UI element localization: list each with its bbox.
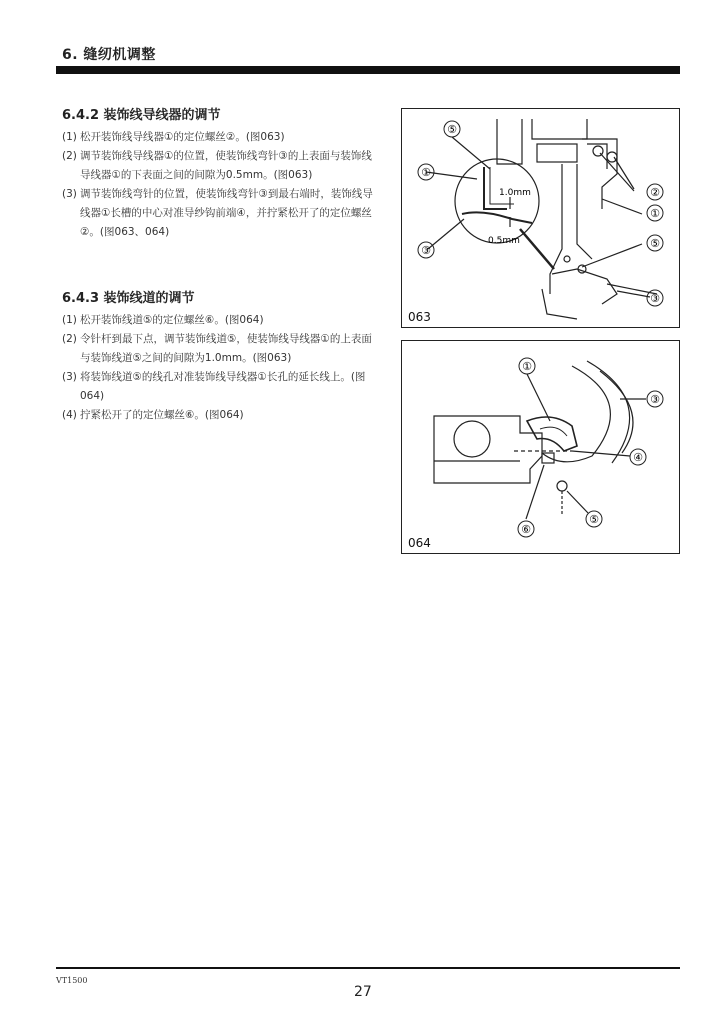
chapter-rule [56, 66, 680, 74]
step-number: (4) [62, 409, 77, 421]
callout-1: ① [421, 166, 431, 179]
model-code: VT1500 [56, 976, 88, 985]
callout-3: ③ [650, 393, 660, 406]
callout-1: ① [522, 360, 532, 373]
section-heading-642: 6.4.2 装饰线导线器的调节 [62, 108, 221, 123]
step-text: 松开装饰线导线器①的定位螺丝②。(图063) [80, 131, 285, 143]
page-number: 27 [354, 984, 372, 1000]
step-number: (1) [62, 131, 77, 143]
dimension-05mm: 0.5mm [488, 236, 520, 246]
step [62, 185, 382, 242]
step-text: 调节装饰线弯针的位置，使装饰线弯针③到最右端时，装饰线导线器①长槽的中心对准导纱钩前端④，并拧紧松开了的定位螺丝②。(图063、064) [80, 188, 373, 238]
step-text: 松开装饰线道⑤的定位螺丝⑥。(图064) [80, 314, 264, 326]
callout-6: ⑥ [521, 523, 531, 536]
step [62, 128, 382, 147]
footer-rule [56, 967, 680, 969]
figure-063 [401, 108, 680, 328]
step-number: (3) [62, 188, 77, 200]
step-number: (1) [62, 314, 77, 326]
section-643-steps [62, 311, 382, 425]
callout-3: ③ [650, 292, 660, 305]
figure-063-drawing [402, 109, 679, 327]
callout-2: ② [650, 186, 660, 199]
dimension-1mm: 1.0mm [499, 188, 531, 198]
callout-5: ⑤ [447, 123, 457, 136]
figure-number: 063 [408, 310, 431, 324]
step-number: (2) [62, 333, 77, 345]
callout-4: ④ [633, 451, 643, 464]
step [62, 406, 382, 425]
callout-5: ⑤ [589, 513, 599, 526]
figure-064-drawing [402, 341, 679, 553]
callout-1: ① [650, 207, 660, 220]
chapter-title: 6. 缝纫机调整 [62, 47, 156, 63]
step-text: 将装饰线道⑤的线孔对准装饰线导线器①长孔的延长线上。(图064) [80, 371, 366, 402]
step-text: 调节装饰线导线器①的位置，使装饰线弯针③的上表面与装饰线导线器①的下表面之间的间隙为0.5mm。(图063) [80, 150, 372, 181]
step-number: (2) [62, 150, 77, 162]
callout-3: ③ [421, 244, 431, 257]
figure-064 [401, 340, 680, 554]
step-number: (3) [62, 371, 77, 383]
section-heading-643: 6.4.3 装饰线道的调节 [62, 291, 195, 306]
section-642-steps [62, 128, 382, 242]
callout-5: ⑤ [650, 237, 660, 250]
step [62, 330, 382, 368]
figure-number: 064 [408, 536, 431, 550]
step-text: 令针杆到最下点，调节装饰线道⑤，使装饰线导线器①的上表面与装饰线道⑤之间的间隙为1.0mm。(图063) [80, 333, 372, 364]
step-text: 拧紧松开了的定位螺丝⑥。(图064) [80, 409, 244, 421]
step [62, 368, 382, 406]
step [62, 311, 382, 330]
step [62, 147, 382, 185]
